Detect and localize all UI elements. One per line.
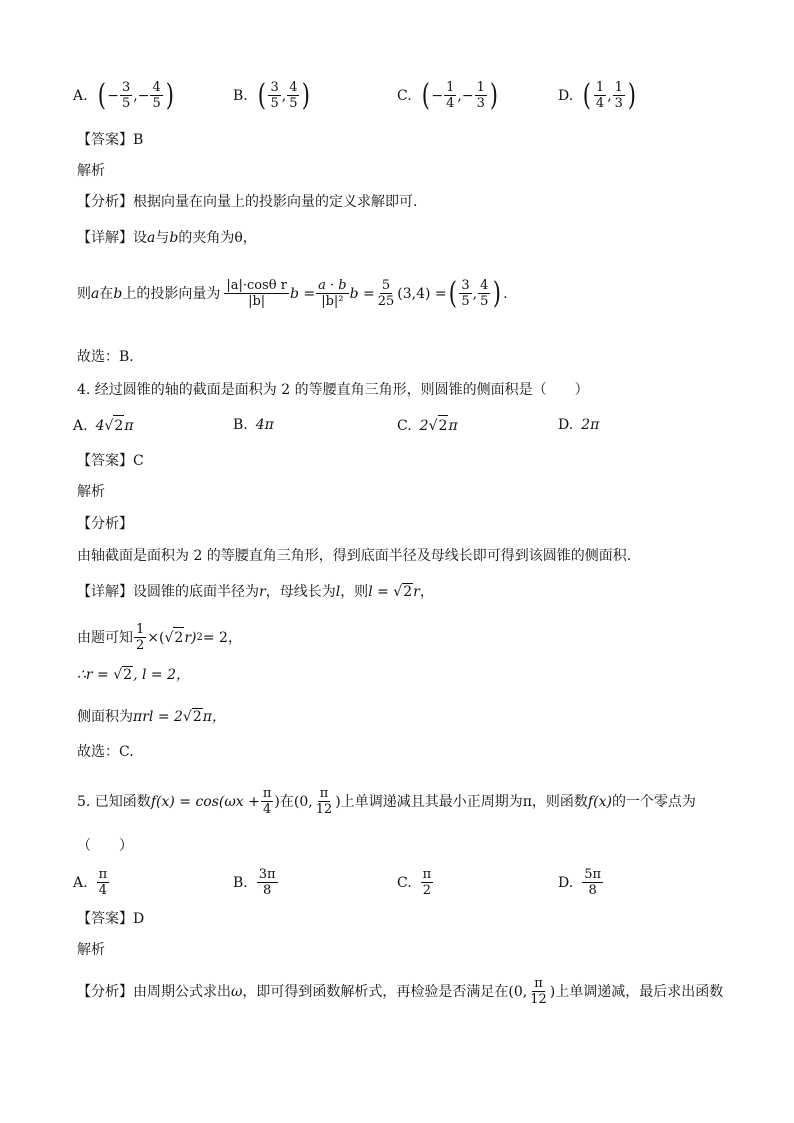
fraction: $\frac{1}{4}$: [595, 80, 605, 111]
fraction: $\frac{1}{4}$: [446, 80, 455, 111]
fraction: $\frac{3}{5}$: [461, 278, 470, 309]
fraction: $\frac{5}{25}$: [377, 278, 395, 309]
q4-stem: 4. 经过圆锥的轴的截面是面积为 2 的等腰直角三角形，则圆锥的侧面积是（ ）: [77, 382, 589, 398]
option-label: D.: [558, 87, 574, 104]
q3-option-d: D. ( $\frac{1}{4}$ , $\frac{1}{3}$ ): [558, 77, 636, 113]
fraction: $\frac{\pi}{4}$: [262, 786, 272, 817]
fraction: $\frac{3\pi}{8}$: [258, 867, 276, 898]
q5-option-d: D. $\frac{5\pi}{8}$: [558, 867, 602, 898]
q3-choose: 故选：B.: [77, 349, 134, 365]
q4-option-c: C. 2 √ 2 π: [397, 415, 458, 436]
fraction: $\frac{\pi}{4}$: [98, 867, 108, 898]
q5-option-a: A. $\frac{\pi}{4}$: [73, 867, 108, 898]
fraction: $\frac{1}{2}$: [136, 622, 145, 653]
q5-option-c: C. $\frac{\pi}{2}$: [397, 867, 432, 898]
q4-analysis-heading: 解析: [77, 484, 105, 500]
q5-option-b: B. $\frac{3\pi}{8}$: [233, 867, 276, 898]
q3-option-a: A. ( − $\frac{3}{5}$ ,− $\frac{4}{5}$ ): [73, 77, 174, 113]
fraction: $\frac{1}{3}$: [476, 80, 485, 111]
fraction: $\frac{3}{5}$: [122, 80, 131, 111]
fraction: $\frac{\pi}{2}$: [422, 867, 432, 898]
fraction: $\frac{3}{5}$: [270, 80, 279, 111]
q3-detail: 【详解】设a与b的夹角为θ，: [77, 230, 257, 246]
q4-answer: 【答案】C: [77, 453, 144, 469]
q5-fenxi: 【分析】由周期公式求出 ω ，即可得到函数解析式，再检验是否满足在 (0, $\frac{\pi}{12}$ ) 上单调递减，最后求出函数: [77, 976, 724, 1007]
q4-lateral: 侧面积为πrl = 2√2π，: [77, 709, 226, 725]
q4-option-b: B. 4π: [233, 417, 274, 433]
q3-answer: 【答案】B: [77, 132, 144, 148]
q4-therefore: ∴r = √2, l = 2，: [77, 667, 190, 683]
fraction: $\frac{\pi}{12}$: [315, 786, 333, 817]
q4-known: 由题可知 $\frac{1}{2}$ ×( √ 2 r) 2 = 2，: [77, 622, 242, 653]
option-label: A.: [73, 87, 88, 104]
q3-option-c: C. ( − $\frac{1}{4}$ ,− $\frac{1}{3}$ ): [397, 77, 498, 113]
fraction: $\frac{a \cdot b}{\text{|b|²}}$: [318, 278, 347, 309]
q3-projection-line: 则 a 在 b 上的投影向量为 $\frac{\text{|a|·cosθ r}}{|b|}$ b = $\frac{a \cdot b}{\text{|b|²}}$ b = $\frac{5}{25}$ (3,4) = ( $\frac{3}{5}$ , $\frac{4}{5}$ ) .: [77, 275, 508, 311]
fraction: $\frac{\text{|a|·cosθ r}}{|b|}$: [226, 278, 287, 309]
q3-analysis-heading: 解析: [77, 163, 105, 179]
q4-fenxi: 【分析】: [77, 516, 133, 532]
q4-detail: 【详解】设圆锥的底面半径为r，母线长为l，则l = √2r，: [77, 584, 434, 600]
q5-stem: 5. 已知函数 f(x) = cos(ωx + $\frac{\pi}{4}$ ) 在 (0, $\frac{\pi}{12}$ ) 上单调递减且其最小正周期为π，则函数 f(x) 的一个零点为: [77, 786, 696, 817]
q4-choose: 故选：C.: [77, 744, 134, 760]
q5-answer: 【答案】D: [77, 911, 145, 927]
q4-fenxi-text: 由轴截面是面积为 2 的等腰直角三角形，得到底面半径及母线长即可得到该圆锥的侧面积.: [77, 548, 632, 564]
q4-option-d: D. 2π: [558, 417, 600, 433]
q3-fenxi: 【分析】根据向量在向量上的投影向量的定义求解即可.: [77, 194, 418, 210]
fraction: $\frac{4}{5}$: [289, 80, 298, 111]
fraction: $\frac{\pi}{12}$: [530, 976, 547, 1007]
q4-option-a: A. 4 √ 2 π: [73, 415, 134, 436]
q5-analysis-heading: 解析: [77, 942, 105, 958]
q3-option-b: B. ( $\frac{3}{5}$ , $\frac{4}{5}$ ): [233, 77, 311, 113]
option-label: B.: [233, 87, 248, 104]
q5-blank: （ ）: [77, 838, 133, 854]
fraction: $\frac{4}{5}$: [152, 80, 161, 111]
fraction: $\frac{5\pi}{8}$: [584, 867, 602, 898]
option-label: C.: [397, 87, 412, 104]
fraction: $\frac{4}{5}$: [480, 278, 489, 309]
fraction: $\frac{1}{3}$: [614, 80, 623, 111]
